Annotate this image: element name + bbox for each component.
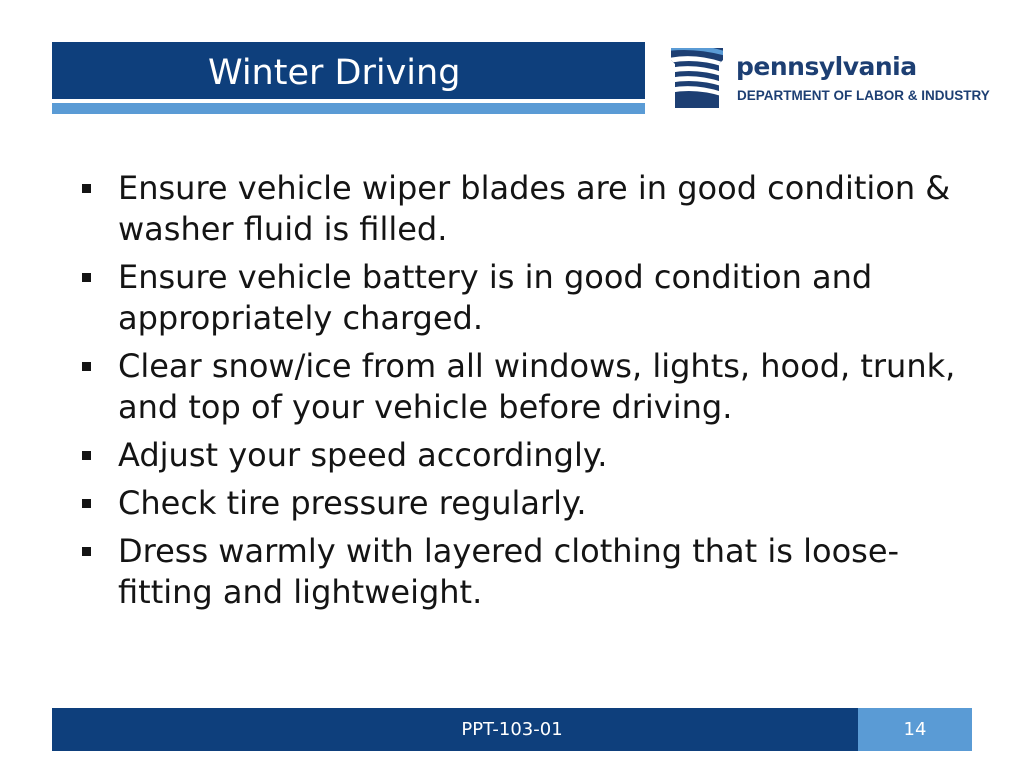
bullet-item [78,346,958,428]
square-bullet-icon [82,499,91,508]
bullet-item [78,168,958,250]
page-number: 14 [903,719,927,740]
square-bullet-icon [82,184,91,193]
bullet-text: Adjust your speed accordingly. [118,436,608,474]
footer-course-code: PPT-103-01 [461,719,563,740]
bullet-text: Ensure vehicle battery is in good condition and appropriately charged. [118,258,873,337]
logo-wordmark: pennsylvania [736,52,917,81]
title-accent-stripe [52,103,645,114]
bullet-text: Check tire pressure regularly. [118,484,587,522]
pennsylvania-logo [665,42,990,114]
bullet-item [78,257,958,339]
bullet-item [78,531,958,613]
bullet-text: Clear snow/ice from all windows, lights, hood, trunk, and top of your vehicle before driving. [118,347,956,426]
square-bullet-icon [82,547,91,556]
slide-title: Winter Driving [208,53,461,93]
keystone-logo-icon [665,46,729,110]
bullet-text: Ensure vehicle wiper blades are in good condition & washer fluid is filled. [118,169,951,248]
square-bullet-icon [82,362,91,371]
logo-department: DEPARTMENT OF LABOR & INDUSTRY [737,88,990,103]
bullet-item [78,483,958,524]
bullet-list [78,168,958,620]
square-bullet-icon [82,451,91,460]
bullet-text: Dress warmly with layered clothing that is loose-fitting and lightweight. [118,532,900,611]
bullet-item [78,435,958,476]
square-bullet-icon [82,273,91,282]
